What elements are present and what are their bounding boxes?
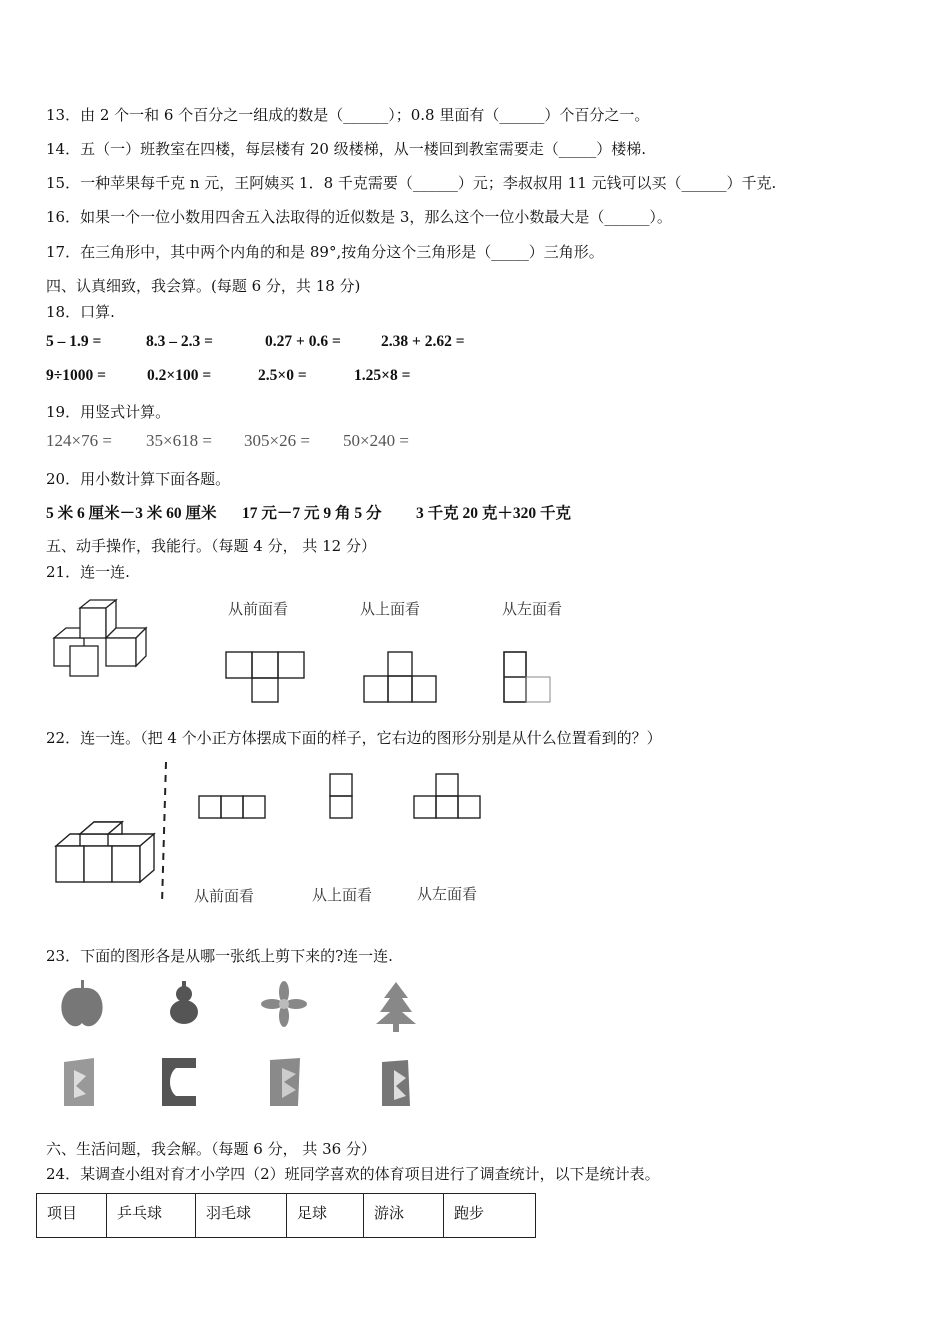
q21-view-b — [364, 652, 436, 702]
question-13: 13．由 2 个一和 6 个百分之一组成的数是（______）；0.8 里面有（______）个百分之一。 — [46, 106, 650, 124]
q18-item: 0.27 + 0.6 = — [265, 333, 341, 350]
q23-figure — [50, 978, 430, 1112]
q22-label-top: 从上面看 — [312, 886, 373, 904]
table-row — [37, 1194, 536, 1238]
table-header-cell: 乒乓球 — [107, 1194, 196, 1238]
q21-views — [210, 596, 610, 708]
q20-item: 5 米 6 厘米－3 米 60 厘米 — [46, 505, 217, 522]
sports-stat-table — [36, 1193, 536, 1238]
q18-item: 0.2×100 = — [147, 367, 212, 384]
q19-item: 305×26 = — [244, 431, 310, 450]
q18-item: 8.3 – 2.3 = — [146, 333, 213, 350]
q21-label-front: 从前面看 — [228, 600, 289, 618]
question-20-title: 20．用小数计算下面各题。 — [46, 470, 231, 488]
q18-item: 5 – 1.9 = — [46, 333, 102, 350]
q22-view-b — [330, 774, 352, 818]
table-header-cell: 羽毛球 — [196, 1194, 287, 1238]
table-header-cell: 项目 — [37, 1194, 107, 1238]
flower-cutout — [261, 981, 307, 1027]
q21-view-c — [504, 652, 550, 702]
q21-cube-stack-figure — [50, 598, 160, 680]
q21-view-a — [226, 652, 304, 702]
question-19-title: 19．用竖式计算。 — [46, 403, 171, 421]
folded-paper-4 — [382, 1060, 410, 1106]
table-header-cell: 游泳 — [364, 1194, 444, 1238]
question-23-title: 23．下面的图形各是从哪一张纸上剪下来的?连一连. — [46, 947, 393, 965]
question-16: 16．如果一个一位小数用四舍五入法取得的近似数是 3，那么这个一位小数最大是（______）。 — [46, 208, 672, 226]
q21-label-left: 从左面看 — [502, 600, 563, 618]
q19-item: 35×618 = — [146, 431, 212, 450]
question-18-title: 18．口算. — [46, 303, 115, 321]
table-header-cell: 跑步 — [444, 1194, 536, 1238]
q19-item: 50×240 = — [343, 431, 409, 450]
q18-item: 9÷1000 = — [46, 367, 106, 384]
table-header-cell: 足球 — [287, 1194, 364, 1238]
q18-item: 2.5×0 = — [258, 367, 307, 384]
section-4-heading: 四、认真细致，我会算。(每题 6 分，共 18 分) — [46, 277, 361, 295]
q20-item: 3 千克 20 克＋320 千克 — [416, 505, 572, 522]
folded-paper-2 — [162, 1058, 196, 1106]
section-6-heading: 六、生活问题，我会解。（每题 6 分， 共 36 分） — [46, 1140, 376, 1158]
tree-cutout — [376, 982, 416, 1032]
question-17: 17．在三角形中，其中两个内角的和是 89°,按角分这个三角形是（_____）三角形。 — [46, 243, 604, 261]
q22-label-left: 从左面看 — [417, 885, 478, 903]
question-14: 14．五（一）班教室在四楼，每层楼有 20 级楼梯，从一楼回到教室需要走（_____）楼梯. — [46, 140, 646, 158]
apple-cutout — [61, 980, 102, 1026]
question-24-title: 24．某调查小组对育才小学四（2）班同学喜欢的体育项目进行了调查统计，以下是统计表。 — [46, 1165, 660, 1183]
question-15: 15．一种苹果每千克 n 元，王阿姨买 1．8 千克需要（______）元；李叔叔用 11 元钱可以买（______）千克. — [46, 174, 777, 192]
folded-paper-3 — [270, 1058, 300, 1106]
q22-view-c — [414, 774, 480, 818]
question-22-title: 22．连一连。（把 4 个小正方体摆成下面的样子，它右边的图形分别是从什么位置看到的？） — [46, 729, 662, 747]
section-5-heading: 五、动手操作，我能行。（每题 4 分， 共 12 分） — [46, 537, 376, 555]
folded-paper-1 — [64, 1058, 94, 1106]
q22-figure — [50, 760, 510, 910]
q20-item: 17 元－7 元 9 角 5 分 — [242, 505, 382, 522]
q19-item: 124×76 = — [46, 431, 112, 450]
q20-items — [46, 501, 606, 523]
q18-item: 1.25×8 = — [354, 367, 411, 384]
gourd-cutout — [170, 981, 198, 1024]
question-21-title: 21．连一连. — [46, 563, 130, 581]
q19-items — [46, 431, 486, 453]
q21-label-top: 从上面看 — [360, 600, 421, 618]
q22-label-front: 从前面看 — [194, 887, 255, 905]
q22-view-a — [199, 796, 265, 818]
q18-item: 2.38 + 2.62 = — [381, 333, 465, 350]
